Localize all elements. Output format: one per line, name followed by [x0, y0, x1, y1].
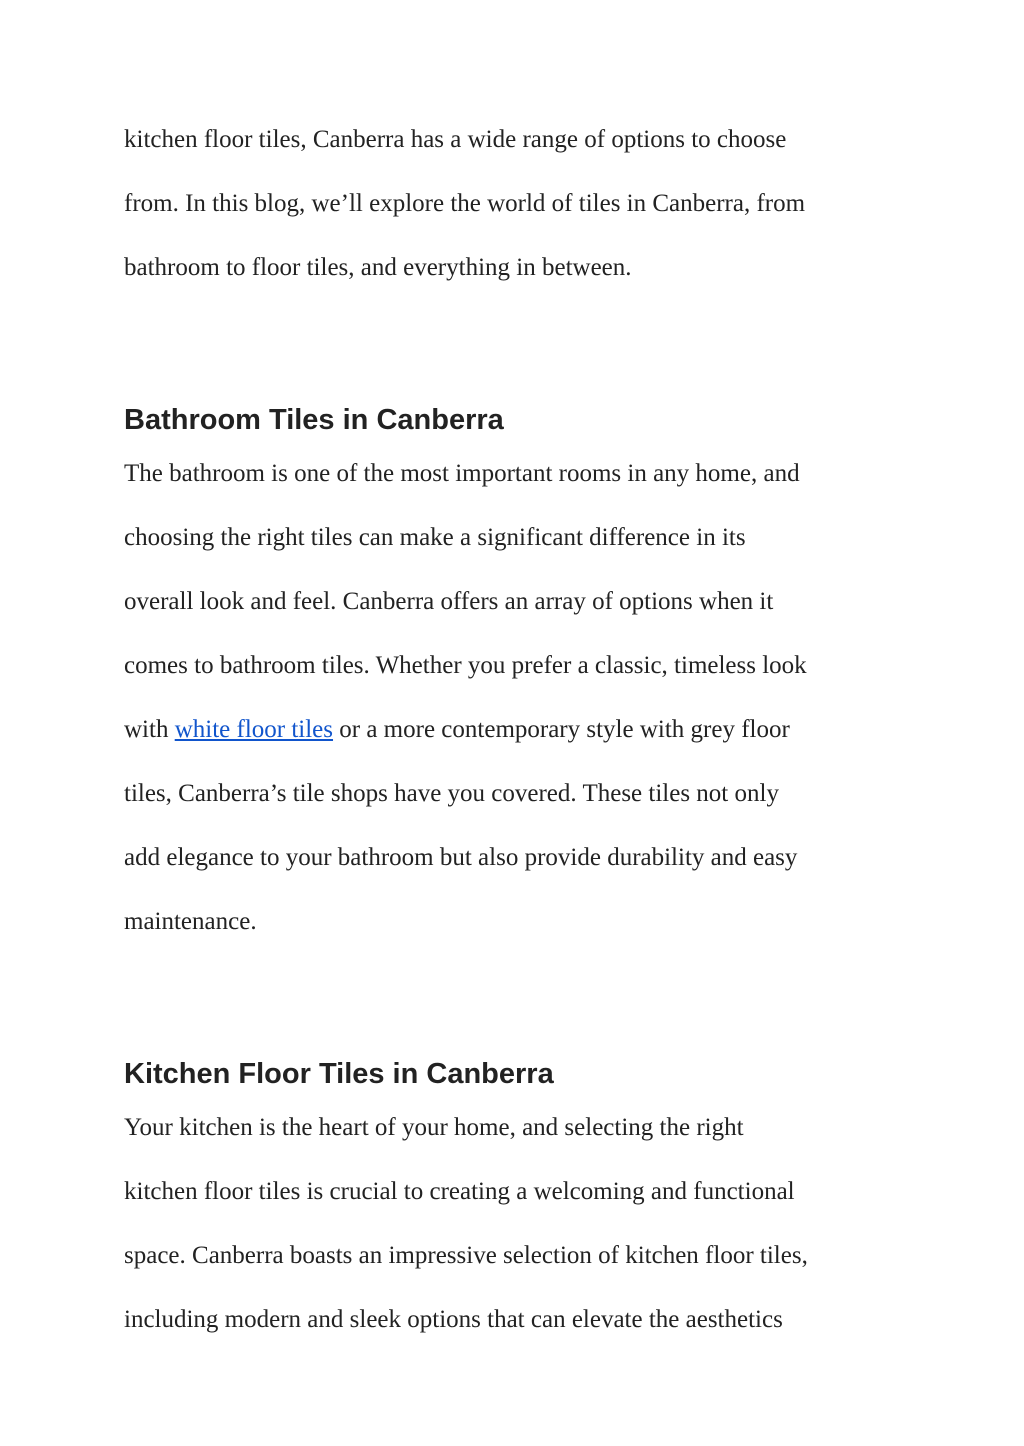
heading-kitchen-floor-tiles: Kitchen Floor Tiles in Canberra — [124, 1058, 554, 1090]
paragraph-line: space. Canberra boasts an impressive selection of kitchen floor tiles, — [124, 1242, 808, 1269]
kitchen-paragraph — [124, 1096, 924, 1352]
paragraph-line: overall look and feel. Canberra offers an array of options when it — [124, 588, 774, 615]
paragraph-line: comes to bathroom tiles. Whether you prefer a classic, timeless look — [124, 652, 807, 679]
intro-paragraph — [124, 108, 924, 300]
paragraph-line: maintenance. — [124, 908, 257, 935]
spacer — [124, 954, 924, 1054]
paragraph-line-with-link — [124, 698, 924, 762]
link-line-after: or a more contemporary style with grey floor — [333, 716, 790, 743]
paragraph-line: choosing the right tiles can make a significant difference in its — [124, 524, 746, 551]
spacer — [124, 300, 924, 400]
paragraph-line: bathroom to floor tiles, and everything in between. — [124, 254, 632, 281]
white-floor-tiles-link[interactable]: white floor tiles — [174, 716, 334, 743]
document-page — [124, 108, 924, 1352]
link-line-before: with — [124, 716, 175, 743]
paragraph-line: The bathroom is one of the most important rooms in any home, and — [124, 460, 800, 487]
paragraph-line: add elegance to your bathroom but also provide durability and easy — [124, 844, 798, 871]
paragraph-line: from. In this blog, we’ll explore the world of tiles in Canberra, from — [124, 190, 806, 217]
paragraph-line: including modern and sleek options that can elevate the aesthetics — [124, 1306, 783, 1333]
paragraph-line: Your kitchen is the heart of your home, and selecting the right — [124, 1114, 744, 1141]
paragraph-line: kitchen floor tiles is crucial to creating a welcoming and functional — [124, 1178, 795, 1205]
heading-bathroom-tiles: Bathroom Tiles in Canberra — [124, 404, 504, 436]
paragraph-line: kitchen floor tiles, Canberra has a wide range of options to choose — [124, 126, 787, 153]
bathroom-paragraph — [124, 442, 924, 954]
paragraph-line: tiles, Canberra’s tile shops have you covered. These tiles not only — [124, 780, 779, 807]
